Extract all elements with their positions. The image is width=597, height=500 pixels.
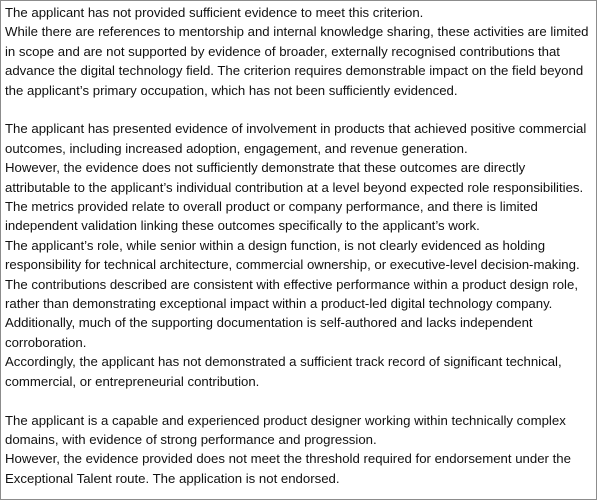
text-line: independent validation linking these outcomes specifically to the applicant’s work.: [5, 218, 480, 234]
text-line: in scope and are not supported by evidence of broader, externally recognised contributions that: [5, 43, 560, 59]
text-line: The metrics provided relate to overall product or company performance, and there is limited: [5, 199, 538, 215]
paragraph-conclusion: [5, 411, 593, 489]
text-line: While there are references to mentorship and internal knowledge sharing, these activities are limited: [5, 24, 589, 40]
text-line: advance the digital technology field. The criterion requires demonstrable impact on the field beyond: [5, 63, 584, 79]
text-line: The contributions described are consistent with effective performance within a product design role,: [5, 276, 578, 292]
text-line: However, the evidence does not sufficiently demonstrate that these outcomes are directly: [5, 160, 526, 176]
text-line: the applicant’s primary occupation, which has not been sufficiently evidenced.: [5, 82, 458, 98]
text-line: corroboration.: [5, 334, 87, 350]
paragraph-criterion-evidence: [5, 3, 593, 100]
text-line: Additionally, much of the supporting documentation is self-authored and lacks independent: [5, 315, 533, 331]
text-line: The applicant has not provided sufficient evidence to meet this criterion.: [5, 5, 424, 20]
text-line: Accordingly, the applicant has not demonstrated a sufficient track record of significant technical,: [5, 354, 562, 370]
text-line: Exceptional Talent route. The application is not endorsed.: [5, 470, 340, 486]
text-line: However, the evidence provided does not meet the threshold required for endorsement under the: [5, 451, 571, 467]
text-line: commercial, or entrepreneurial contribution.: [5, 373, 260, 389]
text-line: The applicant has presented evidence of involvement in products that achieved positive commercial: [5, 121, 587, 137]
assessment-text: [5, 3, 593, 488]
text-line: attributable to the applicant’s individual contribution at a level beyond expected role responsibilities.: [5, 179, 584, 195]
paragraph-commercial-contribution: [5, 119, 593, 391]
text-line: rather than demonstrating exceptional impact within a product-led digital technology company.: [5, 296, 553, 312]
text-line: responsibility for technical architecture, commercial ownership, or executive-level decision-making.: [5, 257, 580, 273]
text-line: domains, with evidence of strong performance and progression.: [5, 431, 377, 447]
text-line: outcomes, including increased adoption, engagement, and revenue generation.: [5, 140, 468, 156]
text-line: The applicant is a capable and experienced product designer working within technically complex: [5, 412, 566, 428]
text-line: The applicant’s role, while senior within a design function, is not clearly evidenced as holding: [5, 237, 546, 253]
